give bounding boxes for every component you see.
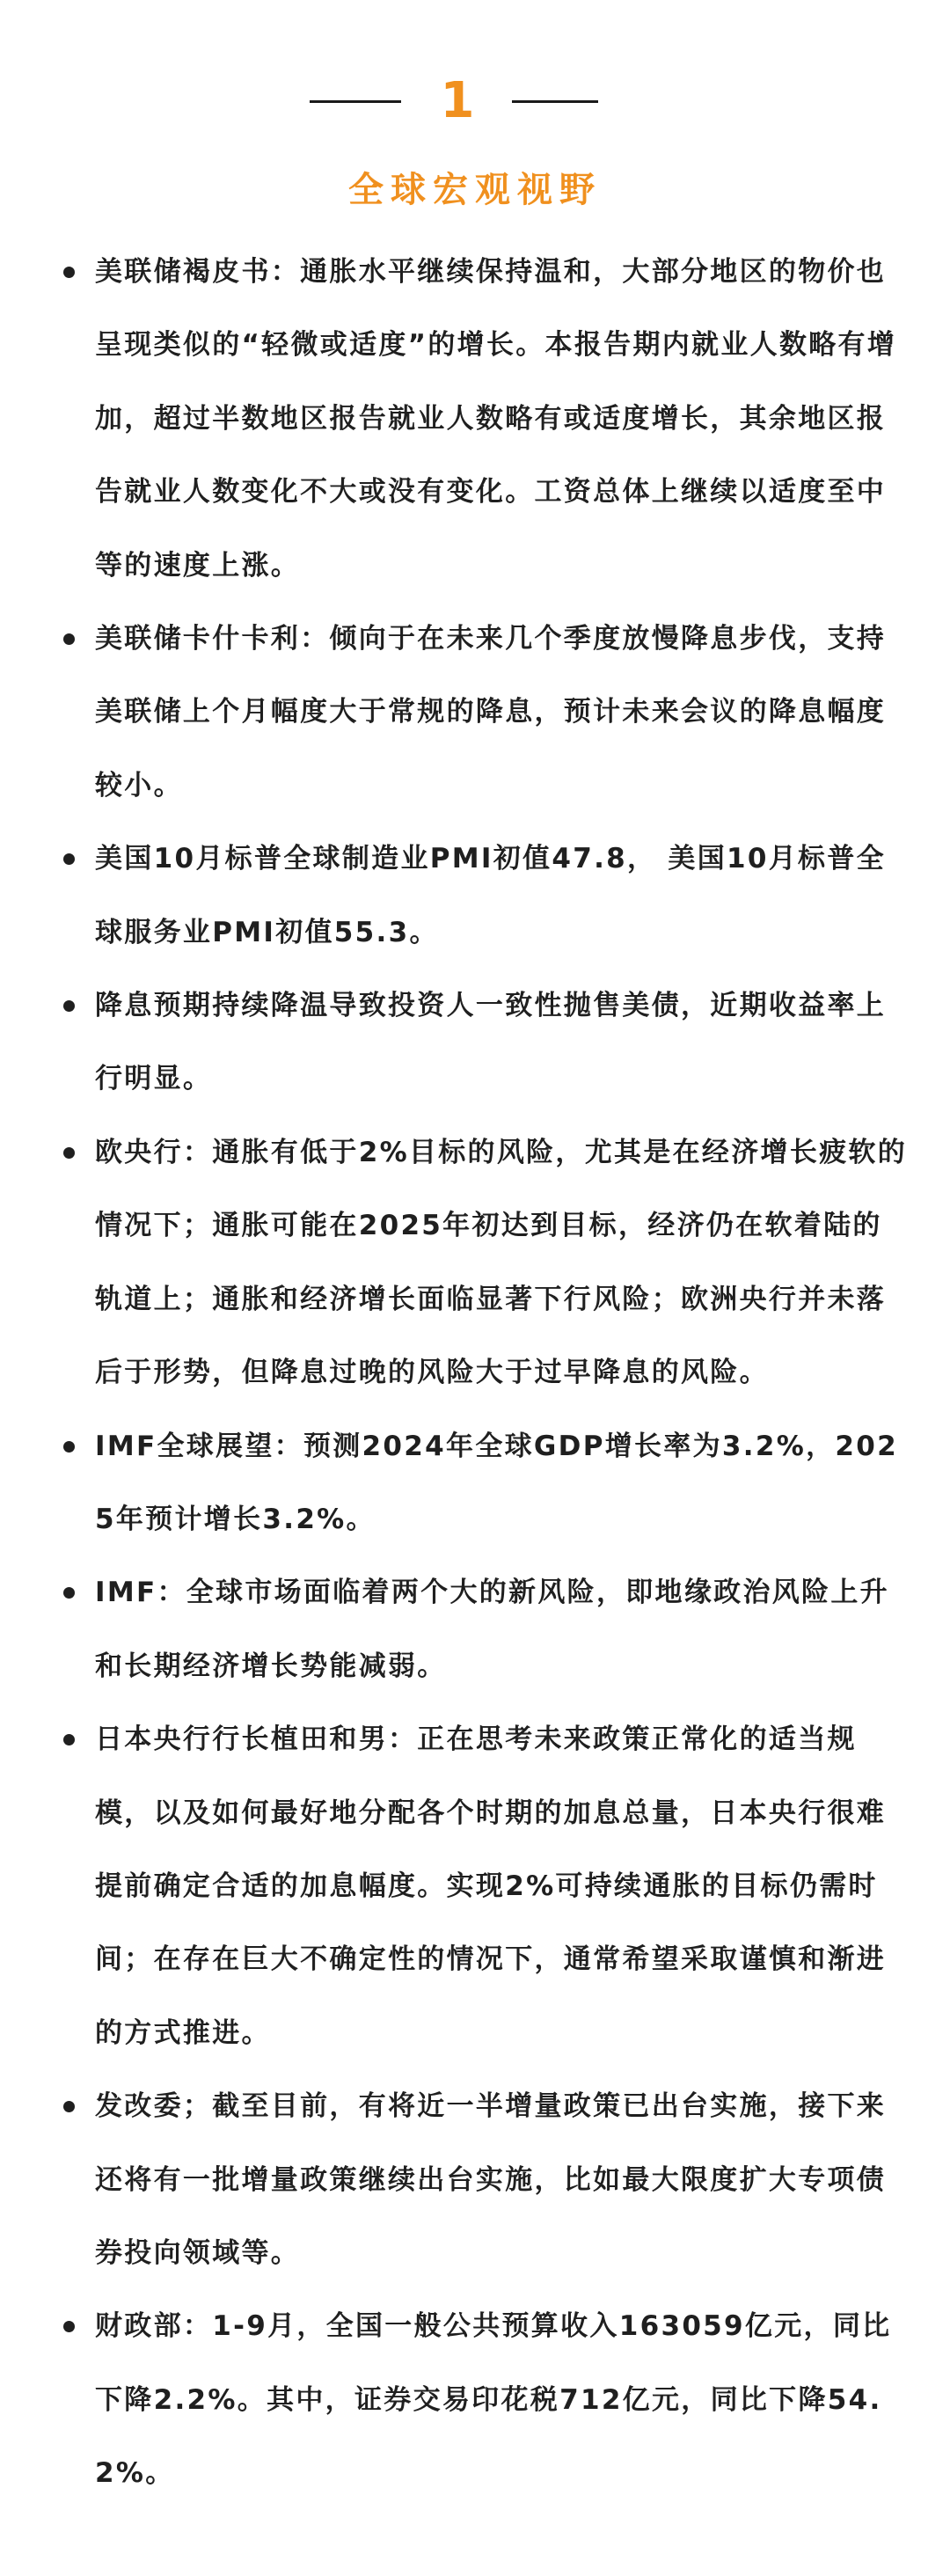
bullet-text: 美联储褐皮书：通胀水平继续保持温和，大部分地区的物价也呈现类似的“轻微或适度”的增长。本报告期内就业人数略有增加，超过半数地区报告就业人数略有或适度增长，其余地区报告就业人数变化不大或没有变化。工资总体上继续以适度至中等的速度上涨。 bbox=[95, 256, 897, 582]
bullet-item bbox=[0, 236, 950, 603]
bullet-item bbox=[0, 970, 950, 1116]
bullet-item bbox=[0, 1556, 950, 1703]
bullet-text: 欧央行：通胀有低于2%目标的风险，尤其是在经济增长疲软的情况下；通胀可能在2025年初达到目标，经济仍在软着陆的轨道上；通胀和经济增长面临显著下行风险；欧洲央行并未落后于形势，但降息过晚的风险大于过早降息的风险。 bbox=[95, 1136, 908, 1389]
bullet-item bbox=[0, 603, 950, 823]
bullet-dot-icon bbox=[63, 1147, 75, 1159]
section-title: 全球宏观视野 bbox=[348, 170, 602, 210]
bullet-text: 发改委；截至目前，有将近一半增量政策已出台实施，接下来还将有一批增量政策继续出台实施，比如最大限度扩大专项债券投向领域等。 bbox=[95, 2090, 887, 2269]
bullet-dot-icon bbox=[63, 1734, 75, 1745]
bullet-text: IMF全球展望：预测2024年全球GDP增长率为3.2%，2025年预计增长3.2%。 bbox=[95, 1430, 899, 1535]
bullet-text: 美联储卡什卡利：倾向于在未来几个季度放慢降息步伐，支持美联储上个月幅度大于常规的降息，预计未来会议的降息幅度较小。 bbox=[95, 623, 887, 801]
bullet-dot-icon bbox=[63, 1000, 75, 1012]
header-divider-left bbox=[310, 100, 401, 103]
bullet-dot-icon bbox=[63, 267, 75, 278]
bullet-item bbox=[0, 823, 950, 970]
news-bullet-list bbox=[0, 236, 950, 2511]
bullet-dot-icon bbox=[63, 633, 75, 645]
bullet-dot-icon bbox=[63, 1441, 75, 1453]
bullet-dot-icon bbox=[63, 853, 75, 865]
bullet-item bbox=[0, 2290, 950, 2510]
bullet-text: 美国10月标普全球制造业PMI初值47.8， 美国10月标普全球服务业PMI初值55.3。 bbox=[95, 843, 886, 948]
bullet-dot-icon bbox=[63, 1587, 75, 1599]
bullet-dot-icon bbox=[63, 2321, 75, 2332]
bullet-item bbox=[0, 2070, 950, 2290]
bullet-text: IMF：全球市场面临着两个大的新风险，即地缘政治风险上升和长期经济增长势能减弱。 bbox=[95, 1577, 889, 1682]
bullet-item bbox=[0, 1703, 950, 2070]
bullet-item bbox=[0, 1116, 950, 1410]
section-header bbox=[0, 70, 950, 132]
bullet-text: 日本央行行长植田和男：正在思考未来政策正常化的适当规模，以及如何最好地分配各个时期的加息总量，日本央行很难提前确定合适的加息幅度。实现2%可持续通胀的目标仍需时间；在存在巨大不确定性的情况下，通常希望采取谨慎和渐进的方式推进。 bbox=[95, 1723, 887, 2049]
header-divider-right bbox=[512, 100, 598, 103]
section-number: 1 bbox=[440, 72, 475, 129]
bullet-item bbox=[0, 1410, 950, 1557]
bullet-text: 降息预期持续降温导致投资人一致性抛售美债，近期收益率上行明显。 bbox=[95, 990, 887, 1095]
bullet-dot-icon bbox=[63, 2101, 75, 2112]
bullet-text: 财政部：1-9月，全国一般公共预算收入163059亿元，同比下降2.2%。其中，证券交易印花税712亿元，同比下降54.2%。 bbox=[95, 2310, 892, 2490]
